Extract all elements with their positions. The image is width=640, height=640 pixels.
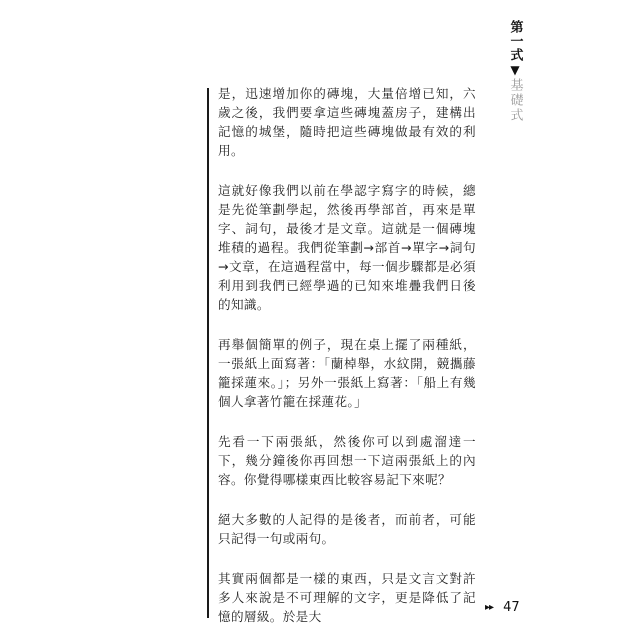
paragraph: 再舉個簡單的例子，現在桌上擺了兩種紙，一張紙上面寫著：「蘭棹舉，水紋開，競攜藤籠採蓮來。」；另外一張紙上寫著：「船上有幾個人拿著竹籠在採蓮花。」 bbox=[218, 337, 476, 409]
body-text bbox=[218, 84, 476, 640]
chapter-marker-icon: ▼ bbox=[510, 63, 520, 77]
chapter-header bbox=[505, 20, 525, 123]
page-footer bbox=[485, 596, 520, 615]
chapter-title: 基礎式 bbox=[507, 78, 523, 123]
paragraph: 這就好像我們以前在學認字寫字的時候，總是先從筆劃學起，然後再學部首，再來是單字、詞句，最後才是文章。這就是一個磚塊堆積的過程。我們從筆劃→部首→單字→詞句→文章，在這過程當中，每一個步驟都是必須利用到我們已經學過的已知來堆疊我們日後的知識。 bbox=[218, 183, 476, 312]
paragraph: 其實兩個都是一樣的東西，只是文言文對許多人來說是不可理解的文字，更是降低了記憶的層級。於是大 bbox=[218, 571, 476, 624]
double-arrow-icon: ▸▸ bbox=[485, 602, 494, 613]
paragraph: 是，迅速增加你的磚塊，大量倍增已知，六歲之後，我們要拿這些磚塊蓋房子，建構出記憶的城堡，隨時把這些磚塊做最有效的利用。 bbox=[218, 86, 476, 158]
chapter-label: 第一式 bbox=[507, 20, 523, 62]
paragraph: 絕大多數的人記得的是後者，而前者，可能只記得一句或兩句。 bbox=[218, 512, 476, 546]
page-number: 47 bbox=[503, 600, 520, 615]
margin-rule bbox=[207, 88, 209, 618]
paragraph: 先看一下兩張紙，然後你可以到處溜達一下，幾分鐘後你再回想一下這兩張紙上的內容。你覺得哪樣東西比較容易記下來呢？ bbox=[218, 434, 476, 487]
